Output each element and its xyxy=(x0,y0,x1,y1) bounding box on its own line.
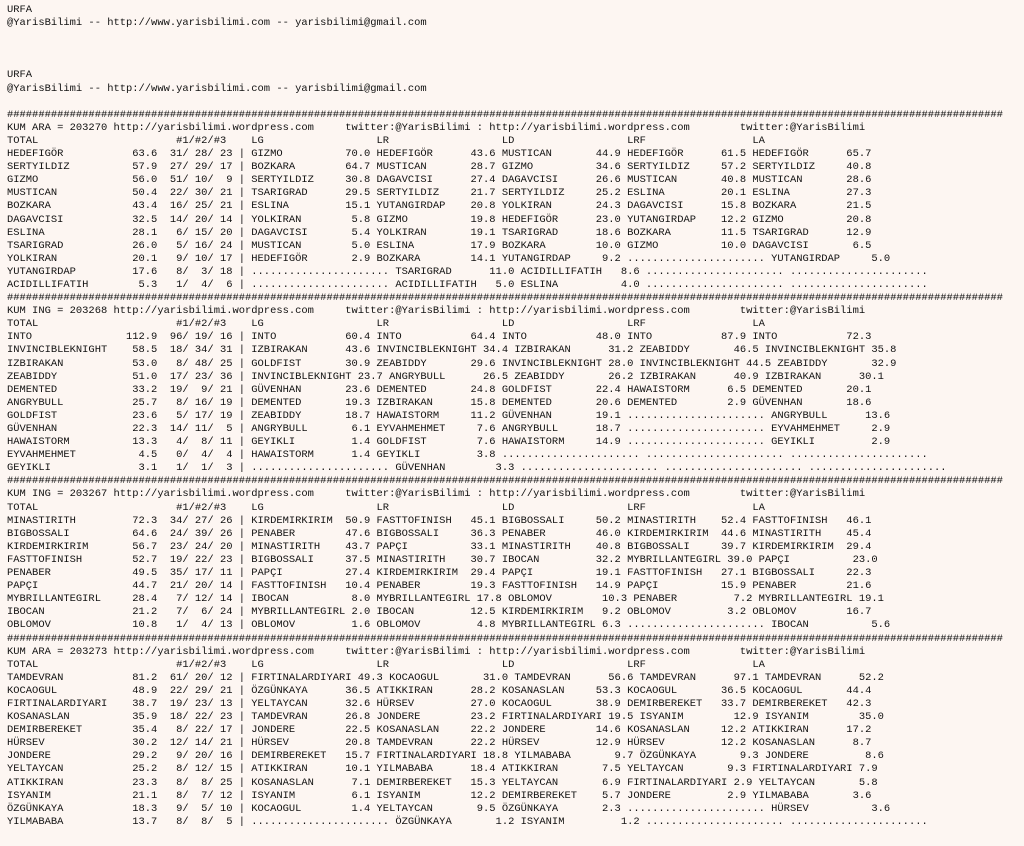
text-line: INVINCIBLEKNIGHT 58.5 18/ 34/ 31 | IZBIRAKAN 43.6 INVINCIBLEKNIGHT 34.4 IZBIRAKAN 31.2 ZEABIDDY 46.5 INVINCIBLEKNIGHT 35.8 xyxy=(7,344,897,357)
text-line: @YarisBilimi -- http://www.yarisbilimi.com -- yarisbilimi@gmail.com xyxy=(7,17,427,30)
text-line: YELTAYCAN 25.2 8/ 12/ 15 | ATIKKIRAN 10.1 YILMABABA 18.4 ATIKKIRAN 7.5 YELTAYCAN 9.3 FIRTINALARDIYARI 7.9 xyxy=(7,763,878,776)
text-line: IBOCAN 21.2 7/ 6/ 24 | MYBRILLANTEGIRL 2.0 IBOCAN 12.5 KIRDEMIRKIRIM 9.2 OBLOMOV 3.2 OBLOMOV 16.7 xyxy=(7,606,872,619)
text-line: TOTAL #1/#2/#3 LG LR LD LRF LA xyxy=(7,501,765,514)
text-line: HEDEFIGÖR 63.6 31/ 28/ 23 | GIZMO 70.0 HEDEFIGÖR 43.6 MUSTICAN 44.9 HEDEFIGÖR 61.5 HEDEFIGÖR 65.7 xyxy=(7,148,872,161)
text-line: TSARIGRAD 26.0 5/ 16/ 24 | MUSTICAN 5.0 ESLINA 17.9 BOZKARA 10.0 GIZMO 10.0 DAGAVCISI 6.5 xyxy=(7,239,872,252)
text-line: ACIDILLIFATIH 5.3 1/ 4/ 6 | ...................... ACIDILLIFATIH 5.0 ESLINA 4.0 ...................... ...................... xyxy=(7,278,928,291)
text-line: GEYIKLI 3.1 1/ 1/ 3 | ...................... GÜVENHAN 3.3 ...................... ...................... ...................... xyxy=(7,462,947,475)
text-line: EYVAHMEHMET 4.5 0/ 4/ 4 | HAWAISTORM 1.4 GEYIKLI 3.8 ...................... ...................... ...................... xyxy=(7,449,928,462)
text-line xyxy=(7,43,1024,56)
text-line: TAMDEVRAN 81.2 61/ 20/ 12 | FIRTINALARDIYARI 49.3 KOCAOGUL 31.0 TAMDEVRAN 56.6 TAMDEVRAN 97.1 TAMDEVRAN 52.2 xyxy=(7,671,884,684)
text-line: ESLINA 28.1 6/ 15/ 20 | DAGAVCISI 5.4 YOLKIRAN 19.1 TSARIGRAD 18.6 BOZKARA 11.5 TSARIGRAD 12.9 xyxy=(7,226,872,239)
text-line: SERTYILDIZ 57.9 27/ 29/ 17 | BOZKARA 64.7 MUSTICAN 28.7 GIZMO 34.6 SERTYILDIZ 57.2 SERTYILDIZ 40.8 xyxy=(7,161,872,174)
text-line: MUSTICAN 50.4 22/ 30/ 21 | TSARIGRAD 29.5 SERTYILDIZ 21.7 SERTYILDIZ 25.2 ESLINA 20.1 ESLINA 27.3 xyxy=(7,187,872,200)
text-line: ############################################################################################################################################################### xyxy=(7,632,1003,645)
text-line: MINASTIRITH 72.3 34/ 27/ 26 | KIRDEMIRKIRIM 50.9 FASTTOFINISH 45.1 BIGBOSSALI 50.2 MINASTIRITH 52.4 FASTTOFINISH 46.1 xyxy=(7,514,872,527)
text-line: ############################################################################################################################################################### xyxy=(7,108,1003,121)
text-line: TOTAL #1/#2/#3 LG LR LD LRF LA xyxy=(7,658,765,671)
text-line: KUM ARA = 203270 http://yarisbilimi.wordpress.com twitter:@YarisBilimi : http://yarisbilimi.wordpress.com twitter:@YarisBilimi xyxy=(7,121,866,134)
text-line: TOTAL #1/#2/#3 LG LR LD LRF LA xyxy=(7,318,765,331)
text-line: DEMENTED 33.2 19/ 9/ 21 | GÜVENHAN 23.6 DEMENTED 24.8 GOLDFIST 22.4 HAWAISTORM 6.5 DEMENTED 20.1 xyxy=(7,383,872,396)
text-line: ############################################################################################################################################################### xyxy=(7,292,1003,305)
text-line: FASTTOFINISH 52.7 19/ 22/ 23 | BIGBOSSALI 37.5 MINASTIRITH 30.7 IBOCAN 32.2 MYBRILLANTEGIRL 39.0 PAPÇI 23.0 xyxy=(7,553,878,566)
text-line: TOTAL #1/#2/#3 LG LR LD LRF LA xyxy=(7,134,765,147)
text-line: DEMIRBEREKET 35.4 8/ 22/ 17 | JONDERE 22.5 KOSANASLAN 22.2 JONDERE 14.6 KOSANASLAN 12.2 ATIKKIRAN 17.2 xyxy=(7,724,872,737)
text-line: FIRTINALARDIYARI 38.7 19/ 23/ 13 | YELTAYCAN 32.6 HÜRSEV 27.0 KOCAOGUL 38.9 DEMIRBEREKET 33.7 DEMIRBEREKET 42.3 xyxy=(7,697,872,710)
text-line: URFA xyxy=(7,69,33,82)
text-line: MYBRILLANTEGIRL 28.4 7/ 12/ 14 | IBOCAN 8.0 MYBRILLANTEGIRL 17.8 OBLOMOV 10.3 PENABER 7.2 MYBRILLANTEGIRL 19.1 xyxy=(7,593,884,606)
text-line: ISYANIM 21.1 8/ 7/ 12 | ISYANIM 6.1 ISYANIM 12.2 DEMIRBEREKET 5.7 JONDERE 2.9 YILMABABA 3.6 xyxy=(7,789,872,802)
text-line: OBLOMOV 10.8 1/ 4/ 13 | OBLOMOV 1.6 OBLOMOV 4.8 MYBRILLANTEGIRL 6.3 ...................... IBOCAN 5.6 xyxy=(7,619,891,632)
text-line: BOZKARA 43.4 16/ 25/ 21 | ESLINA 15.1 YUTANGIRDAP 20.8 YOLKIRAN 24.3 DAGAVCISI 15.8 BOZKARA 21.5 xyxy=(7,200,872,213)
text-line xyxy=(7,96,1024,109)
text-line: ANGRYBULL 25.7 8/ 16/ 19 | DEMENTED 19.3 IZBIRAKAN 15.8 DEMENTED 20.6 DEMENTED 2.9 GÜVENHAN 18.6 xyxy=(7,396,872,409)
text-line: HAWAISTORM 13.3 4/ 8/ 11 | GEYIKLI 1.4 GOLDFIST 7.6 HAWAISTORM 14.9 ...................... GEYIKLI 2.9 xyxy=(7,436,891,449)
text-line xyxy=(7,30,1024,43)
text-line: ############################################################################################################################################################### xyxy=(7,475,1003,488)
text-line: ATIKKIRAN 23.3 8/ 8/ 25 | KOSANASLAN 7.1 DEMIRBEREKET 15.3 YELTAYCAN 6.9 FIRTINALARDIYARI 2.9 YELTAYCAN 5.8 xyxy=(7,776,878,789)
text-line xyxy=(7,56,1024,69)
text-line: KOCAOGUL 48.9 22/ 29/ 21 | ÖZGÜNKAYA 36.5 ATIKKIRAN 28.2 KOSANASLAN 53.3 KOCAOGUL 36.5 KOCAOGUL 44.4 xyxy=(7,684,872,697)
text-line: ZEABIDDY 51.0 17/ 23/ 36 | INVINCIBLEKNIGHT 23.7 ANGRYBULL 26.5 ZEABIDDY 26.2 IZBIRAKAN 40.9 IZBIRAKAN 30.1 xyxy=(7,370,884,383)
text-line: DAGAVCISI 32.5 14/ 20/ 14 | YOLKIRAN 5.8 GIZMO 19.8 HEDEFIGÖR 23.0 YUTANGIRDAP 12.2 GIZMO 20.8 xyxy=(7,213,872,226)
text-line: PAPÇI 44.7 21/ 20/ 14 | FASTTOFINISH 10.4 PENABER 19.3 FASTTOFINISH 14.9 PAPÇI 15.9 PENABER 21.6 xyxy=(7,580,872,593)
text-line: GIZMO 56.0 51/ 10/ 9 | SERTYILDIZ 30.8 DAGAVCISI 27.4 DAGAVCISI 26.6 MUSTICAN 40.8 MUSTICAN 28.6 xyxy=(7,174,872,187)
text-line: GOLDFIST 23.6 5/ 17/ 19 | ZEABIDDY 18.7 HAWAISTORM 11.2 GÜVENHAN 19.1 ...................... ANGRYBULL 13.6 xyxy=(7,409,891,422)
text-line: INTO 112.9 96/ 19/ 16 | INTO 60.4 INTO 64.4 INTO 48.0 INTO 87.9 INTO 72.3 xyxy=(7,331,872,344)
text-line: KUM ARA = 203273 http://yarisbilimi.wordpress.com twitter:@YarisBilimi : http://yarisbilimi.wordpress.com twitter:@YarisBilimi xyxy=(7,645,866,658)
text-line: KIRDEMIRKIRIM 56.7 23/ 24/ 20 | MINASTIRITH 43.7 PAPÇI 33.1 MINASTIRITH 40.8 BIGBOSSALI 39.7 KIRDEMIRKIRIM 29.4 xyxy=(7,540,872,553)
text-line: ÖZGÜNKAYA 18.3 9/ 5/ 10 | KOCAOGUL 1.4 YELTAYCAN 9.5 ÖZGÜNKAYA 2.3 ...................... HÜRSEV 3.6 xyxy=(7,802,891,815)
text-line: JONDERE 29.2 9/ 20/ 16 | DEMIRBEREKET 15.7 FIRTINALARDIYARI 18.8 YILMABABA 9.7 ÖZGÜNKAYA 9.3 JONDERE 8.6 xyxy=(7,750,884,763)
text-line: KUM ING = 203268 http://yarisbilimi.wordpress.com twitter:@YarisBilimi : http://yarisbilimi.wordpress.com twitter:@YarisBilimi xyxy=(7,305,866,318)
text-line: YUTANGIRDAP 17.6 8/ 3/ 18 | ...................... TSARIGRAD 11.0 ACIDILLIFATIH 8.6 ...................... ...................... xyxy=(7,265,928,278)
text-line: @YarisBilimi -- http://www.yarisbilimi.com -- yarisbilimi@gmail.com xyxy=(7,82,427,95)
text-line: IZBIRAKAN 53.0 8/ 48/ 25 | GOLDFIST 30.9 ZEABIDDY 29.6 INVINCIBLEKNIGHT 28.0 INVINCIBLEKNIGHT 44.5 ZEABIDDY 32.9 xyxy=(7,357,897,370)
text-line: GÜVENHAN 22.3 14/ 11/ 5 | ANGRYBULL 6.1 EYVAHMEHMET 7.6 ANGRYBULL 18.7 ...................... EYVAHMEHMET 2.9 xyxy=(7,423,891,435)
text-line: KUM ING = 203267 http://yarisbilimi.wordpress.com twitter:@YarisBilimi : http://yarisbilimi.wordpress.com twitter:@YarisBilimi xyxy=(7,488,866,501)
text-line: PENABER 49.5 35/ 17/ 11 | PAPÇI 27.4 KIRDEMIRKIRIM 29.4 PAPÇI 19.1 FASTTOFINISH 27.1 BIGBOSSALI 22.3 xyxy=(7,567,872,580)
text-line: YILMABABA 13.7 8/ 8/ 5 | ...................... ÖZGÜNKAYA 1.2 ISYANIM 1.2 ...................... ...................... xyxy=(7,815,928,828)
text-line: URFA xyxy=(7,4,33,16)
text-line: BIGBOSSALI 64.6 24/ 39/ 26 | PENABER 47.6 BIGBOSSALI 36.3 PENABER 46.0 KIRDEMIRKIRIM 44.6 MINASTIRITH 45.4 xyxy=(7,527,872,540)
text-line: HÜRSEV 30.2 12/ 14/ 21 | HÜRSEV 20.8 TAMDEVRAN 22.2 HÜRSEV 12.9 HÜRSEV 12.2 KOSANASLAN 8.7 xyxy=(7,737,872,750)
text-line: YOLKIRAN 20.1 9/ 10/ 17 | HEDEFIGÖR 2.9 BOZKARA 14.1 YUTANGIRDAP 9.2 ...................... YUTANGIRDAP 5.0 xyxy=(7,252,891,265)
text-line: KOSANASLAN 35.9 18/ 22/ 23 | TAMDEVRAN 26.8 JONDERE 23.2 FIRTINALARDIYARI 19.5 ISYANIM 12.9 ISYANIM 35.0 xyxy=(7,711,884,724)
